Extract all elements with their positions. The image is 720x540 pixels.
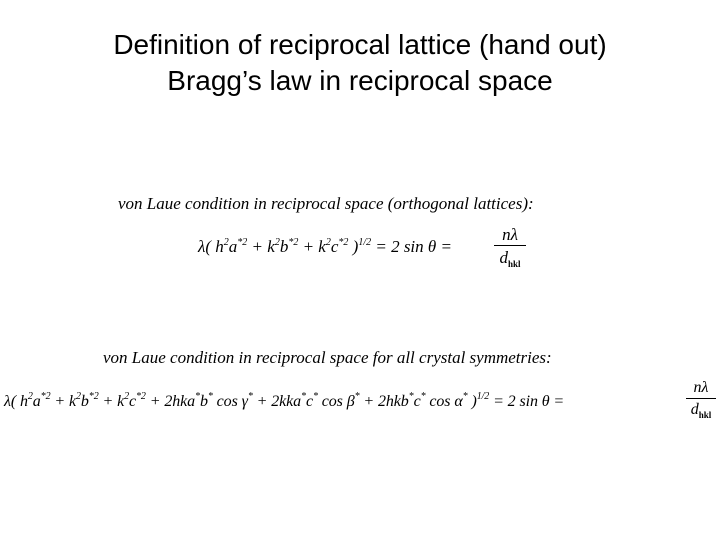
orthogonal-condition-label: von Laue condition in reciprocal space (orthogonal lattices): — [118, 194, 534, 213]
general-fraction: nλ $d_{hkl}$ — [686, 380, 716, 420]
orthogonal-fraction: nλ $d_{hkl}$ — [494, 226, 526, 269]
general-condition-label: von Laue condition in reciprocal space for all crystal symmetries: — [103, 348, 552, 367]
title-line-2: Bragg’s law in reciprocal space — [167, 65, 553, 96]
title-line-1: Definition of reciprocal lattice (hand out) — [113, 29, 607, 60]
general-equation: λ( $h^2a^{*2} + k^2b^{*2} + k^2c^{*2} + 2hka^*b^*$ cos γ* + 2kka*c* cos β* + 2hkb*c* cos α* )$^{1/2}$ = 2 sin θ = — [4, 391, 565, 410]
orthogonal-equation: λ( $h^2a^{*2} + k^2b^{*2} + k^2c^{*2}$ )$^{1/2}$ = 2 sin θ = — [198, 237, 452, 256]
